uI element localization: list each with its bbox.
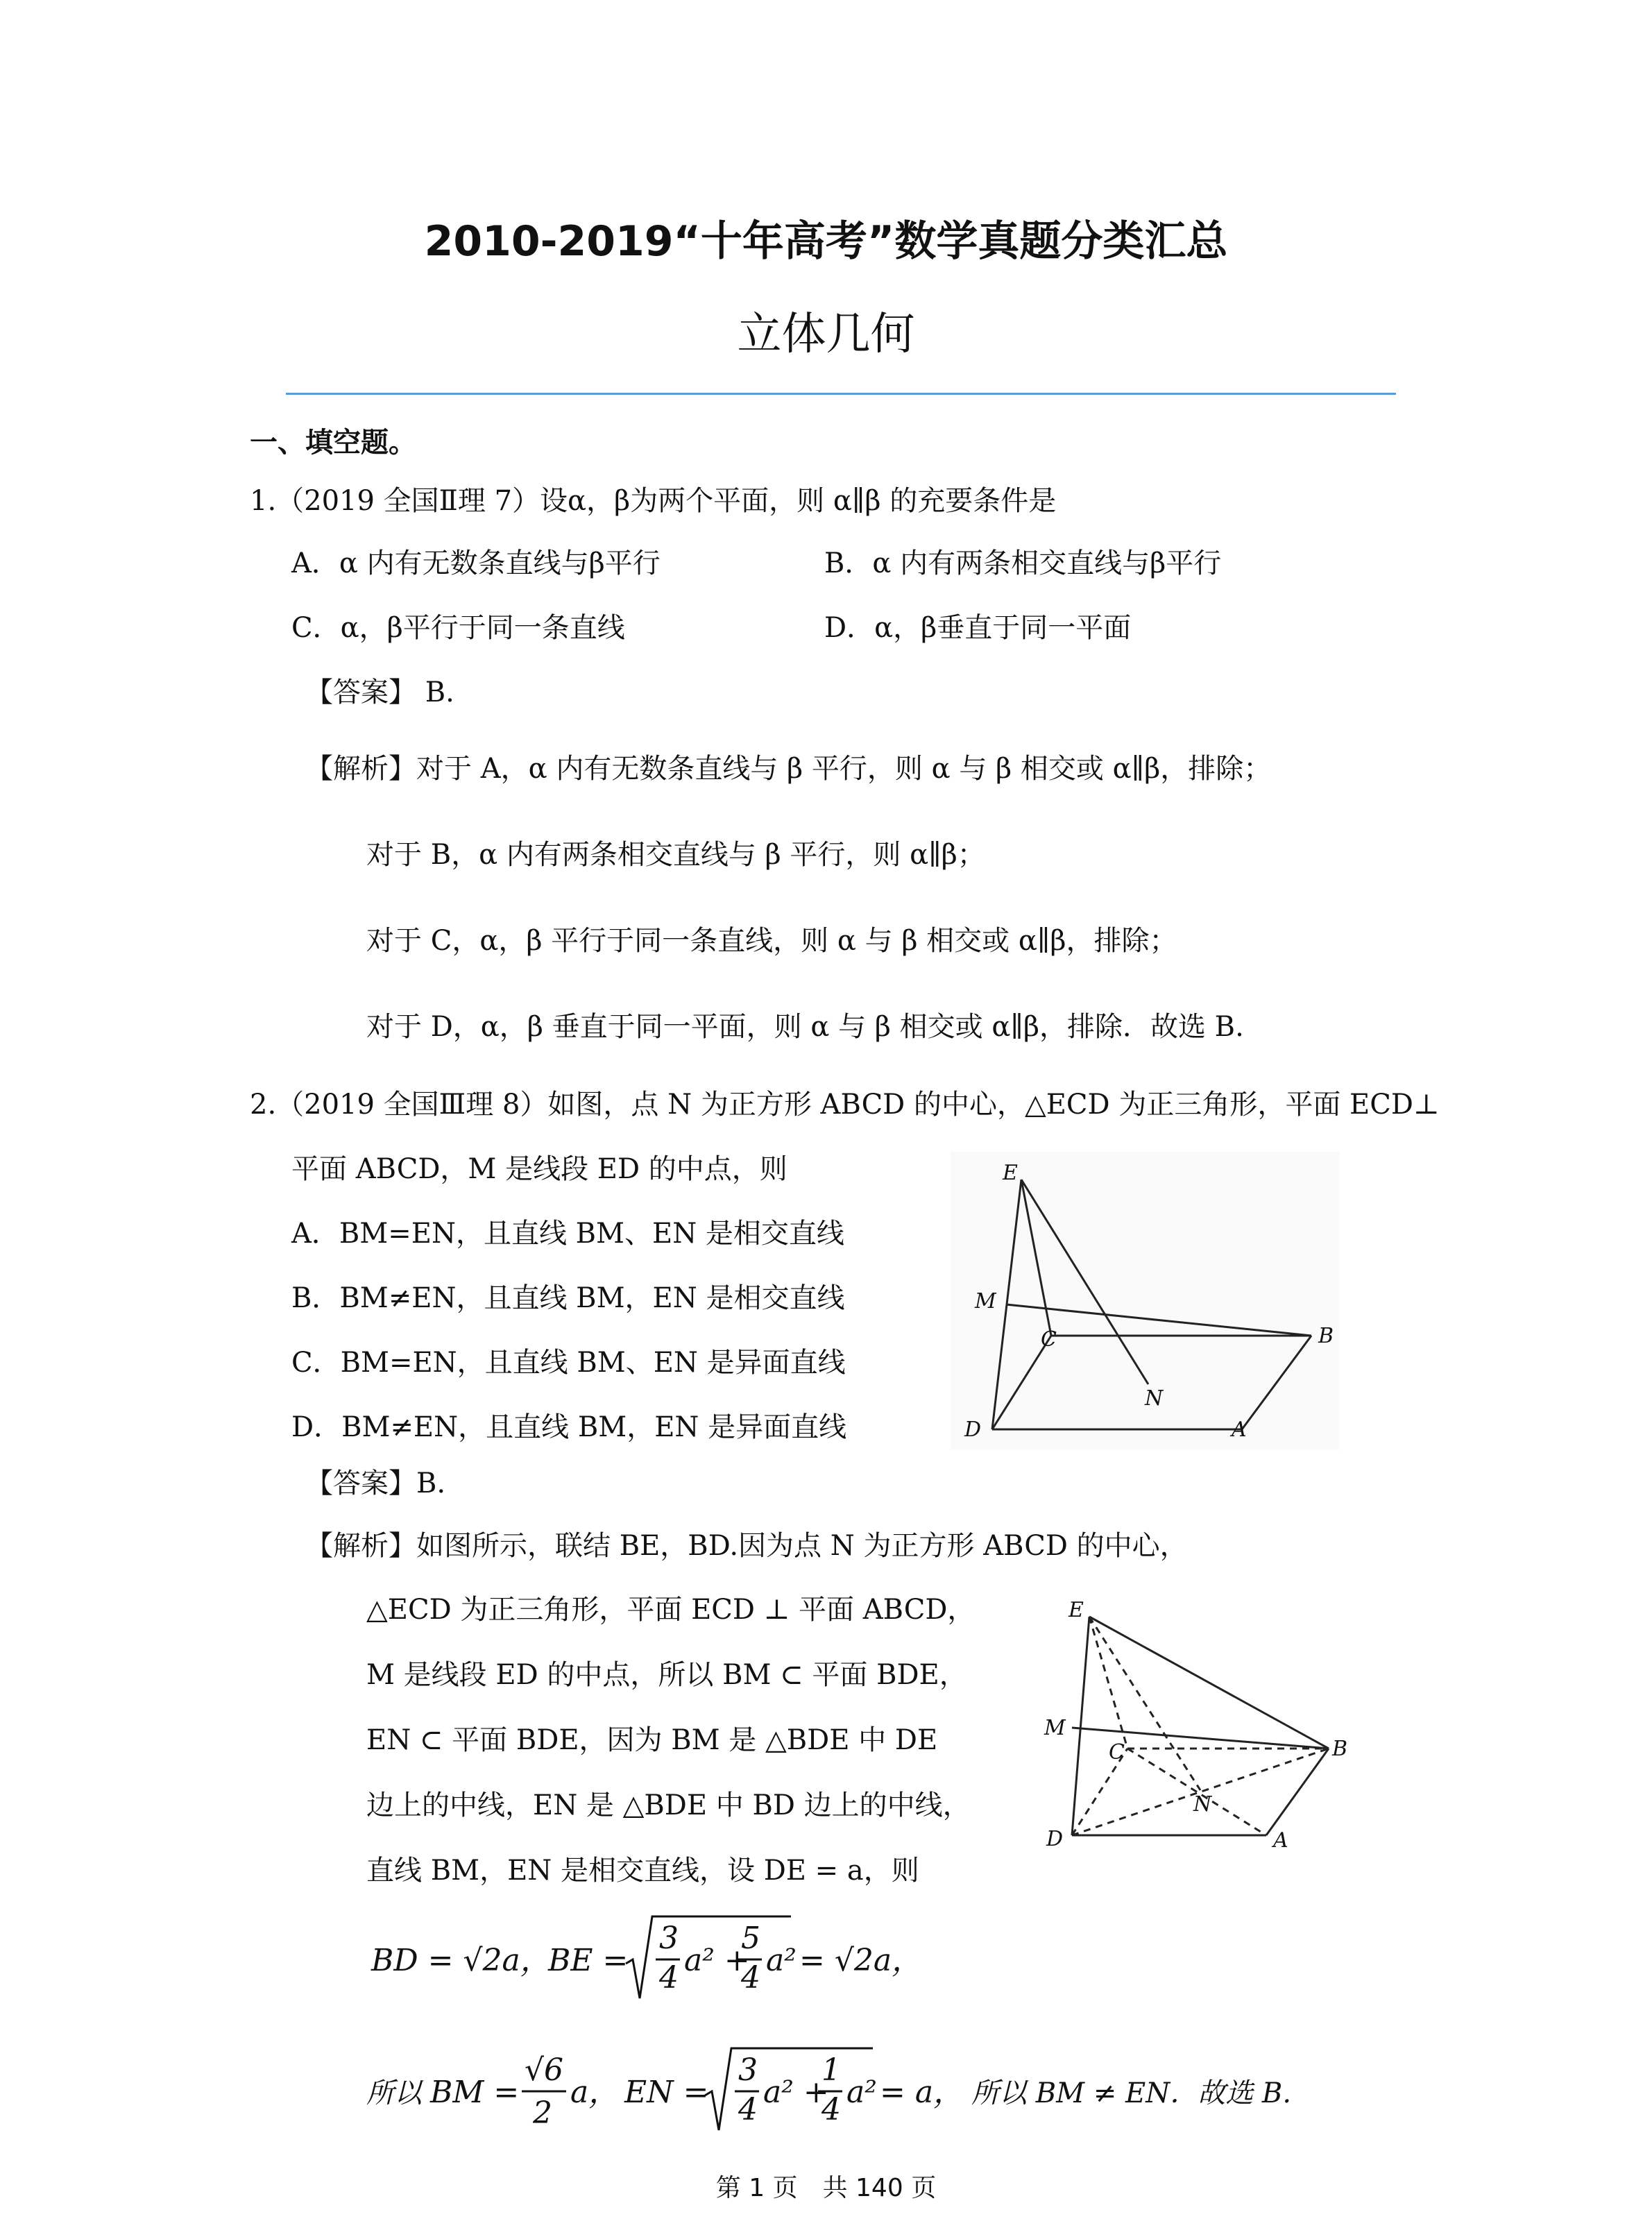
frac-den: 4: [741, 1960, 760, 1996]
q1-option-b: B．α 内有两条相交直线与β平行: [824, 547, 1222, 579]
q1-answer: 【答案】 B.: [305, 677, 454, 708]
frac-num: 5: [741, 1921, 760, 1956]
fig-label-d: D: [1046, 1827, 1064, 1851]
fig-label-c: C: [1041, 1327, 1057, 1352]
frac-num: 1: [821, 2052, 841, 2088]
title-divider: [286, 393, 1396, 395]
frac-num: 3: [659, 1921, 679, 1956]
fig-label-m: M: [1044, 1716, 1066, 1740]
q2-analysis-line: 边上的中线，EN 是 △BDE 中 BD 边上的中线，: [366, 1789, 971, 1821]
frac-num: 3: [738, 2052, 758, 2088]
q1-analysis-line: 对于 C，α，β 平行于同一条直线，则 α 与 β 相交或 α∥β，排除；: [366, 925, 1177, 957]
fig-label-e: E: [1068, 1598, 1084, 1622]
q1-analysis-line: 对于 B，α 内有两条相交直线与 β 平行，则 α∥β；: [366, 839, 985, 871]
q2-figure: [944, 1152, 1346, 1450]
formula-conclusion: 所以 BM ≠ EN．故选 B.: [971, 2077, 1292, 2109]
q2-option-c: C．BM=EN，且直线 BM、EN 是异面直线: [291, 1347, 846, 1379]
q1-stem: 1.（2019 全国Ⅱ理 7）设α，β为两个平面，则 α∥β 的充要条件是: [250, 485, 1057, 517]
frac-den: 4: [738, 2092, 758, 2127]
frac-den: 2: [533, 2095, 552, 2131]
formula-bm-lhs: BM =: [430, 2075, 520, 2110]
formula-term: a²: [846, 2075, 877, 2110]
fig-label-a: A: [1232, 1418, 1247, 1442]
fig-label-c: C: [1109, 1740, 1125, 1764]
formula-term: a²: [766, 1943, 797, 1978]
q2-formula-bm-en: [361, 2033, 1360, 2165]
fig-label-n: N: [1145, 1386, 1164, 1411]
q2-analysis-line: 【解析】如图所示，联结 BE，BD.因为点 N 为正方形 ABCD 的中心，: [305, 1530, 1188, 1562]
formula-en-lhs: EN =: [624, 2075, 709, 2110]
formula-bm-tail: a，: [570, 2075, 620, 2110]
fig-label-n: N: [1193, 1792, 1212, 1817]
frac-num: √6: [525, 2052, 564, 2088]
fig-label-m: M: [975, 1289, 996, 1313]
q1-analysis-line: 对于 D，α，β 垂直于同一平面，则 α 与 β 相交或 α∥β，排除．故选 B.: [366, 1011, 1244, 1043]
q2-analysis-line: 直线 BM，EN 是相交直线，设 DE = a，则: [366, 1855, 919, 1887]
fig-label-e: E: [1003, 1161, 1018, 1185]
formula-prefix: 所以: [366, 2077, 422, 2109]
formula-be-rhs: = √2a，: [799, 1943, 923, 1978]
formula-term: a² +: [763, 2075, 829, 2110]
fig-label-b: B: [1332, 1737, 1348, 1761]
q1-option-c: C．α，β平行于同一条直线: [291, 612, 625, 644]
frac-den: 4: [821, 2092, 841, 2127]
page-footer: 第 1 页 共 140 页: [715, 2174, 937, 2202]
frac-den: 4: [659, 1960, 679, 1996]
fig-label-b: B: [1318, 1324, 1334, 1348]
formula-en-rhs: = a，: [880, 2075, 964, 2110]
q2-solution-figure: [1027, 1589, 1360, 1866]
fig-label-d: D: [964, 1418, 982, 1442]
q1-option-a: A．α 内有无数条直线与β平行: [291, 547, 661, 579]
q2-analysis-line: M 是线段 ED 的中点，所以 BM ⊂ 平面 BDE，: [366, 1659, 967, 1691]
q2-analysis-line: △ECD 为正三角形，平面 ECD ⊥ 平面 ABCD，: [366, 1594, 976, 1626]
section-heading: 一、填空题。: [250, 427, 416, 459]
q2-stem-cont: 平面 ABCD，M 是线段 ED 的中点，则: [291, 1153, 787, 1185]
fig-label-a: A: [1273, 1828, 1288, 1853]
q2-option-a: A．BM=EN，且直线 BM、EN 是相交直线: [291, 1218, 844, 1250]
page-title: 2010-2019“十年高考”数学真题分类汇总: [424, 217, 1228, 266]
formula-term: a² +: [684, 1943, 750, 1978]
q1-analysis-line: 【解析】对于 A，α 内有无数条直线与 β 平行，则 α 与 β 相交或 α∥β，排除；: [305, 753, 1272, 785]
formula-bd: BD = √2a，: [371, 1943, 551, 1978]
q2-analysis-line: EN ⊂ 平面 BDE，因为 BM 是 △BDE 中 DE: [366, 1724, 938, 1756]
q2-formula-bd-be: [361, 1901, 985, 2033]
q2-option-d: D．BM≠EN，且直线 BM，EN 是异面直线: [291, 1411, 847, 1443]
q2-option-b: B．BM≠EN，且直线 BM，EN 是相交直线: [291, 1282, 845, 1314]
page-subtitle: 立体几何: [737, 309, 915, 360]
formula-be-lhs: BE =: [548, 1943, 629, 1978]
q2-stem: 2.（2019 全国Ⅲ理 8）如图，点 N 为正方形 ABCD 的中心，△ECD 为正三角形，平面 ECD⊥: [250, 1089, 1440, 1121]
q1-option-d: D．α，β垂直于同一平面: [824, 612, 1132, 644]
q2-answer: 【答案】B.: [305, 1468, 446, 1499]
